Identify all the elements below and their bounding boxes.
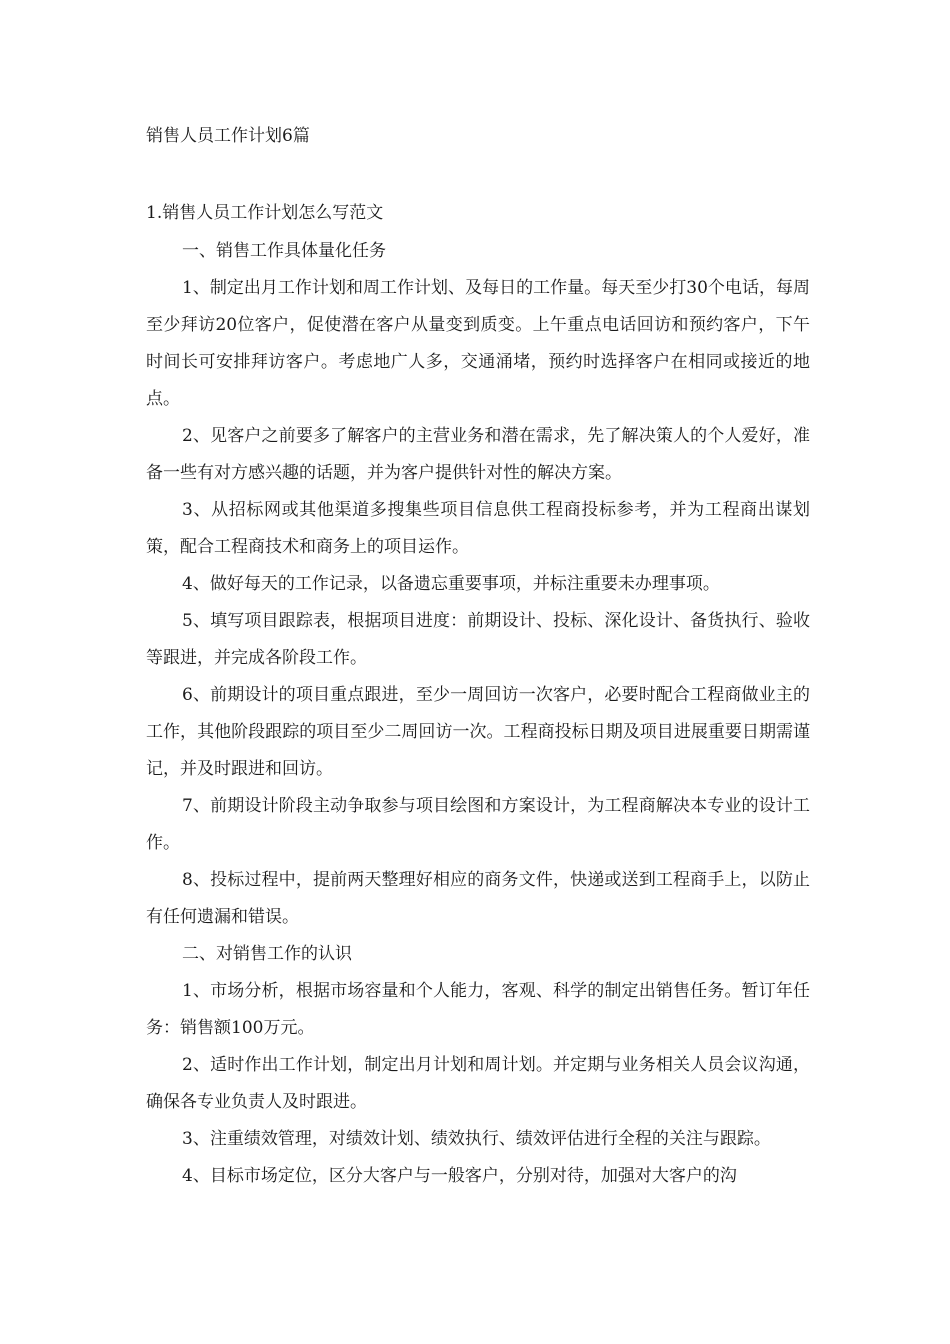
document-body: [146, 196, 810, 1195]
heading-quantified-tasks: 一、销售工作具体量化任务: [182, 241, 386, 261]
paragraph: 1、市场分析，根据市场容量和个人能力，客观、科学的制定出销售任务。暂订年任务：销售额100万元。: [146, 981, 810, 1038]
document-title: 销售人员工作计划6篇: [146, 126, 310, 146]
paragraph: 2、见客户之前要多了解客户的主营业务和潜在需求，先了解决策人的个人爱好，准备一些有对方感兴趣的话题，并为客户提供针对性的解决方案。: [146, 426, 810, 483]
paragraph: 4、做好每天的工作记录，以备遗忘重要事项，并标注重要未办理事项。: [182, 574, 720, 594]
paragraph: 8、投标过程中，提前两天整理好相应的商务文件，快递或送到工程商手上，以防止有任何遗漏和错误。: [146, 870, 810, 927]
heading-sales-understanding: 二、对销售工作的认识: [182, 944, 352, 964]
paragraph: 3、从招标网或其他渠道多搜集些项目信息供工程商投标参考，并为工程商出谋划策，配合工程商技术和商务上的项目运作。: [146, 500, 810, 557]
paragraph: 2、适时作出工作计划，制定出月计划和周计划。并定期与业务相关人员会议沟通，确保各专业负责人及时跟进。: [146, 1055, 810, 1112]
paragraph: 7、前期设计阶段主动争取参与项目绘图和方案设计，为工程商解决本专业的设计工作。: [146, 796, 810, 853]
paragraph: 5、填写项目跟踪表，根据项目进度：前期设计、投标、深化设计、备货执行、验收等跟进，并完成各阶段工作。: [146, 611, 810, 668]
paragraph: 3、注重绩效管理，对绩效计划、绩效执行、绩效评估进行全程的关注与跟踪。: [182, 1129, 771, 1149]
paragraph: 1、制定出月工作计划和周工作计划、及每日的工作量。每天至少打30个电话，每周至少拜访20位客户，促使潜在客户从量变到质变。上午重点电话回访和预约客户，下午时间长可安排拜访客户。考虑地广人多，交通涌堵，预约时选择客户在相同或接近的地点。: [146, 278, 810, 409]
section-title: 1.销售人员工作计划怎么写范文: [146, 203, 384, 223]
paragraph: 4、目标市场定位，区分大客户与一般客户，分别对待，加强对大客户的沟: [182, 1166, 737, 1186]
paragraph: 6、前期设计的项目重点跟进，至少一周回访一次客户，必要时配合工程商做业主的工作，其他阶段跟踪的项目至少二周回访一次。工程商投标日期及项目进展重要日期需谨记，并及时跟进和回访。: [146, 685, 810, 779]
